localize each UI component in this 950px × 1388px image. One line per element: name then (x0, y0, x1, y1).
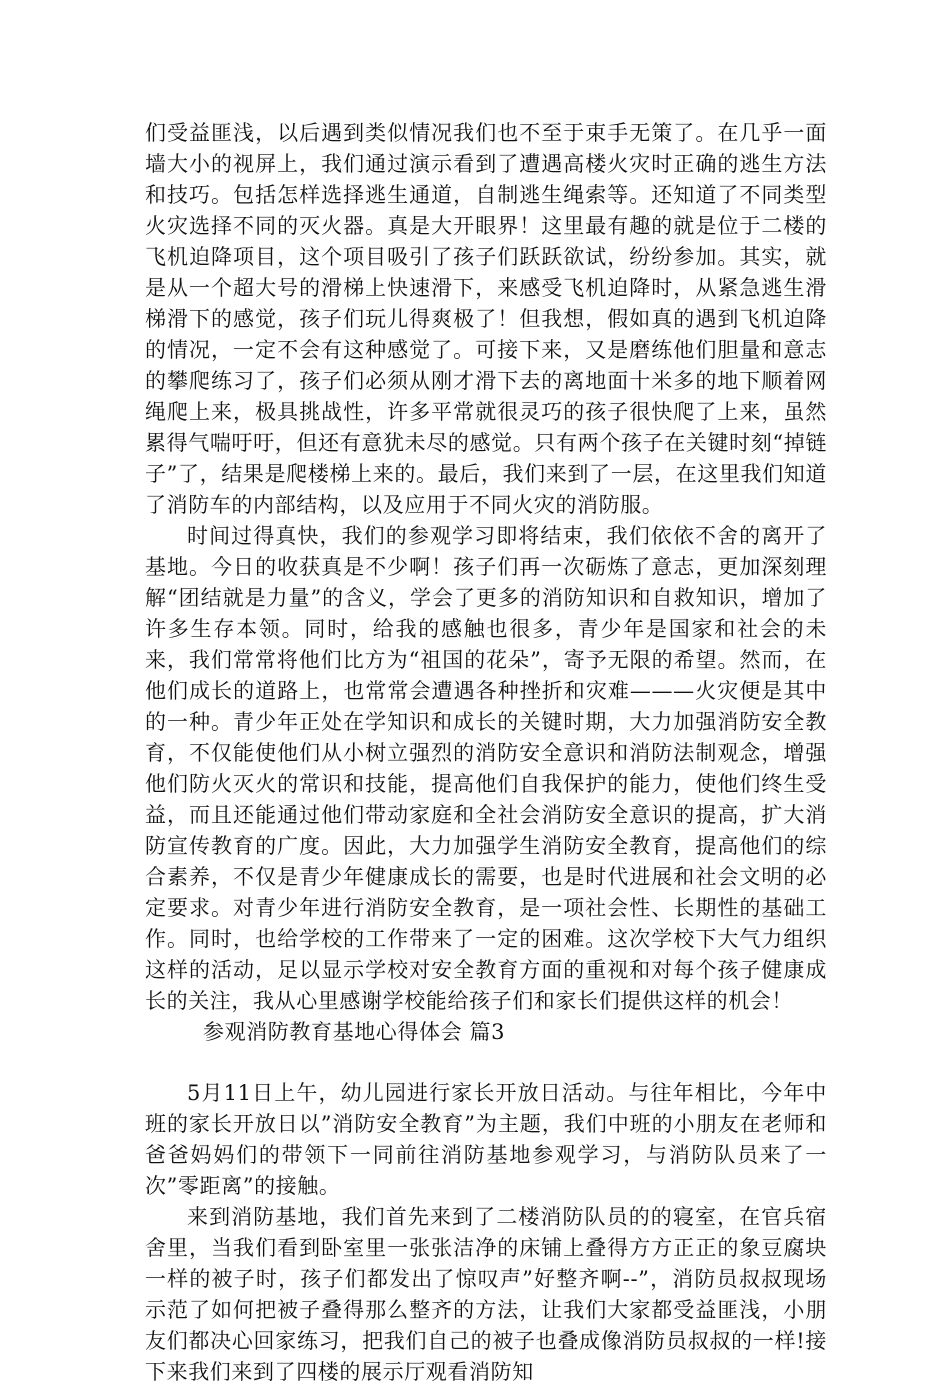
paragraph-2: 时间过得真快，我们的参观学习即将结束，我们依依不舍的离开了基地。今日的收获真是不少啊！孩子们再一次砺炼了意志，更加深刻理解“团结就是力量”的含义，学会了更多的消防知识和自救知识，增加了许多生存本领。同时，给我的感触也很多，青少年是国家和社会的未来，我们常常将他们比方为“祖国的花朵”，寄予无限的希望。然而，在他们成长的道路上，也常常会遭遇各种挫折和灾难———火灾便是其中的一种。青少年正处在学知识和成长的关键时期，大力加强消防安全教育，不仅能使他们从小树立强烈的消防安全意识和消防法制观念，增强他们防火灭火的常识和技能，提高他们自我保护的能力，使他们终生受益，而且还能通过他们带动家庭和全社会消防安全意识的提高，扩大消防宣传教育的广度。因此，大力加强学生消防安全教育，提高他们的综合素养，不仅是青少年健康成长的需要，也是时代进展和社会文明的必定要求。对青少年进行消防安全教育，是一项社会性、长期性的基础工作。同时，也给学校的工作带来了一定的困难。这次学校下大气力组织这样的活动，足以显示学校对安全教育方面的重视和对每个孩子健康成长的关注，我从心里感谢学校能给孩子们和家长们提供这样的机会！ (145, 524, 827, 1013)
paragraph-3: 5月11日上午，幼儿园进行家长开放日活动。与往年相比，今年中班的家长开放日以”消防安全教育”为主题，我们中班的小朋友在老师和爸爸妈妈们的带领下一同前往消防基地参观学习，与消防队员来了一次”零距离”的接触。 (145, 1081, 827, 1198)
section-heading: 参观消防教育基地心得体会 篇3 (203, 1020, 506, 1044)
blank-line (145, 1048, 827, 1078)
document-page (145, 118, 827, 1388)
paragraph-1: 们受益匪浅，以后遇到类似情况我们也不至于束手无策了。在几乎一面墙大小的视屏上，我们通过演示看到了遭遇高楼火灾时正确的逃生方法和技巧。包括怎样选择逃生通道，自制逃生绳索等。还知道了不同类型火灾选择不同的灭火器。真是大开眼界！这里最有趣的就是位于二楼的飞机迫降项目，这个项目吸引了孩子们跃跃欲试，纷纷参加。其实，就是从一个超大号的滑梯上快速滑下，来感受飞机迫降时，从紧急逃生滑梯滑下的感觉，孩子们玩儿得爽极了！但我想，假如真的遇到飞机迫降的情况，一定不会有这种感觉了。可接下来，又是磨练他们胆量和意志的攀爬练习了，孩子们必须从刚才滑下去的离地面十米多的地下顺着网绳爬上来，极具挑战性，许多平常就很灵巧的孩子很快爬了上来，虽然累得气喘吁吁，但还有意犹未尽的感觉。只有两个孩子在关键时刻“掉链子”了，结果是爬楼梯上来的。最后，我们来到了一层，在这里我们知道了消防车的内部结构，以及应用于不同火灾的消防服。 (145, 121, 827, 517)
paragraph-4: 来到消防基地，我们首先来到了二楼消防队员的的寝室，在官兵宿舍里，当我们看到卧室里一张张洁净的床铺上叠得方方正正的象豆腐块一样的被子时，孩子们都发出了惊叹声”好整齐啊--”，消防员叔叔现场示范了如何把被子叠得那么整齐的方法，让我们大家都受益匪浅，小朋友们都决心回家练习，把我们自己的被子也叠成像消防员叔叔的一样!接下来我们来到了四楼的展示厅观看消防知 (145, 1205, 827, 1384)
